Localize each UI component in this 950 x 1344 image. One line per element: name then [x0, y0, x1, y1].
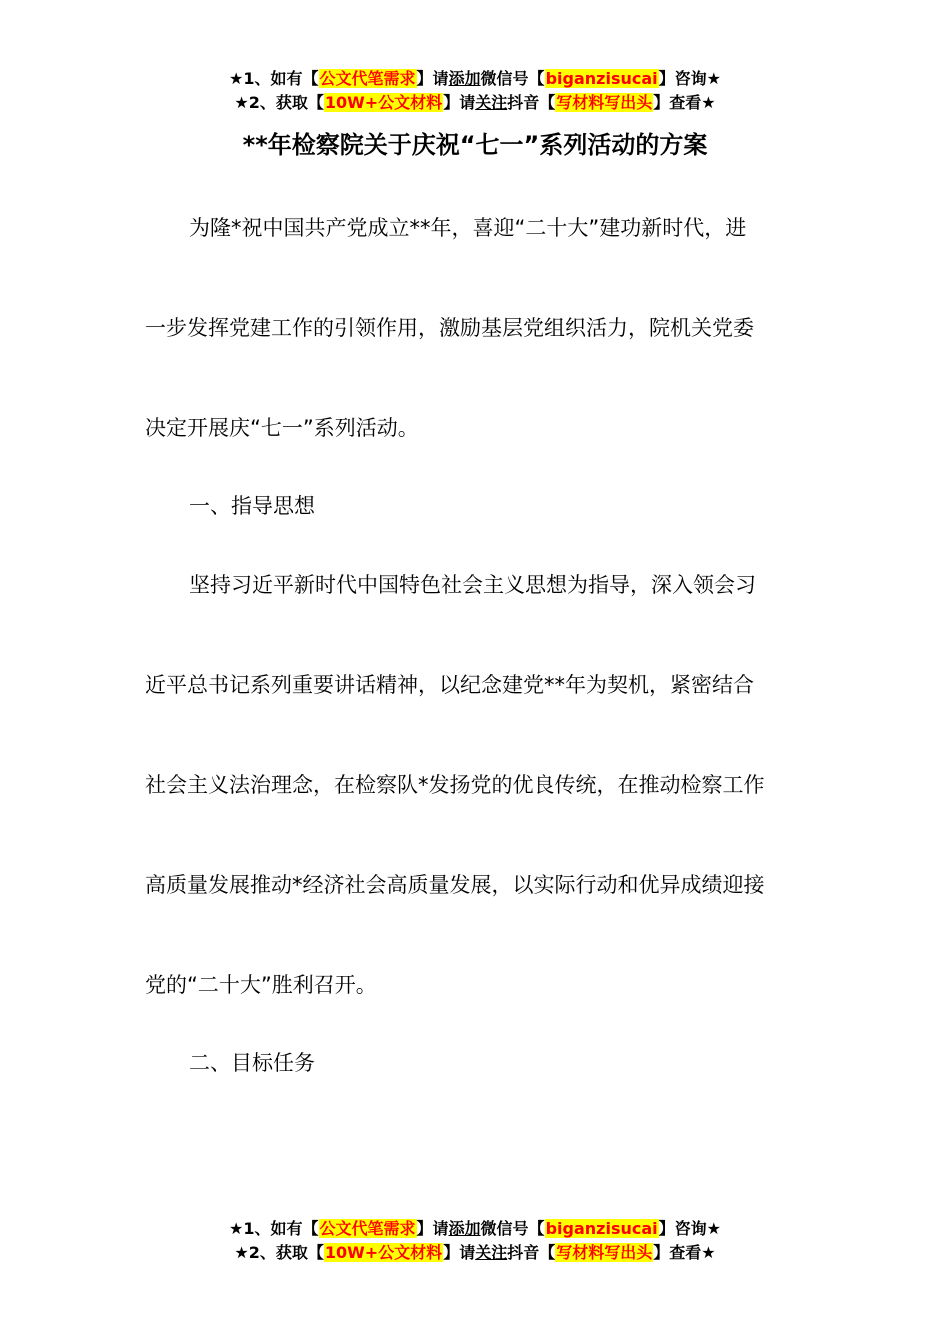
banner-text: 抖音【 [507, 1243, 556, 1262]
banner-text: 微信号【 [480, 69, 545, 88]
header-banner [0, 67, 950, 115]
banner-text: 】咨询★ [658, 69, 721, 88]
banner-highlight: 10W+公文材料 [324, 1243, 443, 1262]
banner-text: ★1、如有【 [229, 1219, 319, 1238]
banner-text: 】咨询★ [658, 1219, 721, 1238]
banner-text: 】请 [443, 1243, 476, 1262]
banner-text: 】查看★ [653, 1243, 716, 1262]
footer-banner [0, 1217, 950, 1265]
body-line: 社会主义法治理念，在检察队*发扬党的优良传统，在推动检察工作 [145, 773, 765, 797]
body-line: 一步发挥党建工作的引领作用，激励基层党组织活力，院机关党委 [145, 316, 754, 340]
banner-text: 抖音【 [507, 93, 556, 112]
banner-line-2 [0, 91, 950, 115]
body-line: 党的“二十大”胜利召开。 [145, 973, 377, 997]
banner-text: 】请 [443, 93, 476, 112]
banner-text: 】查看★ [653, 93, 716, 112]
banner-text: ★1、如有【 [229, 69, 319, 88]
banner-highlight: 写材料写出头 [556, 1243, 653, 1262]
banner-line-1 [0, 1217, 950, 1241]
banner-line-2 [0, 1241, 950, 1265]
body-line: 坚持习近平新时代中国特色社会主义思想为指导，深入领会习 [189, 573, 756, 597]
section-heading: 一、指导思想 [189, 494, 315, 518]
body-line: 为隆*祝中国共产党成立**年，喜迎“二十大”建功新时代，进 [189, 216, 747, 240]
document-title: **年检察院关于庆祝“七一”系列活动的方案 [242, 131, 708, 159]
banner-underline: 关注 [475, 93, 508, 112]
body-line: 近平总书记系列重要讲话精神，以纪念建党**年为契机，紧密结合 [145, 673, 754, 697]
banner-line-1 [0, 67, 950, 91]
banner-underline: 添加 [448, 1219, 481, 1238]
body-line: 决定开展庆“七一”系列活动。 [145, 416, 419, 440]
banner-text: 】请 [416, 1219, 449, 1238]
banner-text: 】请 [416, 69, 449, 88]
banner-highlight: 10W+公文材料 [324, 93, 443, 112]
body-line: 高质量发展推动*经济社会高质量发展，以实际行动和优异成绩迎接 [145, 873, 765, 897]
banner-text: ★2、获取【 [234, 1243, 324, 1262]
banner-text: 微信号【 [480, 1219, 545, 1238]
banner-highlight: 公文代笔需求 [319, 69, 416, 88]
banner-underline: 添加 [448, 69, 481, 88]
banner-highlight: biganzisucai [545, 1219, 658, 1238]
banner-highlight: biganzisucai [545, 69, 658, 88]
section-heading: 二、目标任务 [189, 1051, 315, 1075]
banner-underline: 关注 [475, 1243, 508, 1262]
banner-text: ★2、获取【 [234, 93, 324, 112]
banner-highlight: 写材料写出头 [556, 93, 653, 112]
banner-highlight: 公文代笔需求 [319, 1219, 416, 1238]
